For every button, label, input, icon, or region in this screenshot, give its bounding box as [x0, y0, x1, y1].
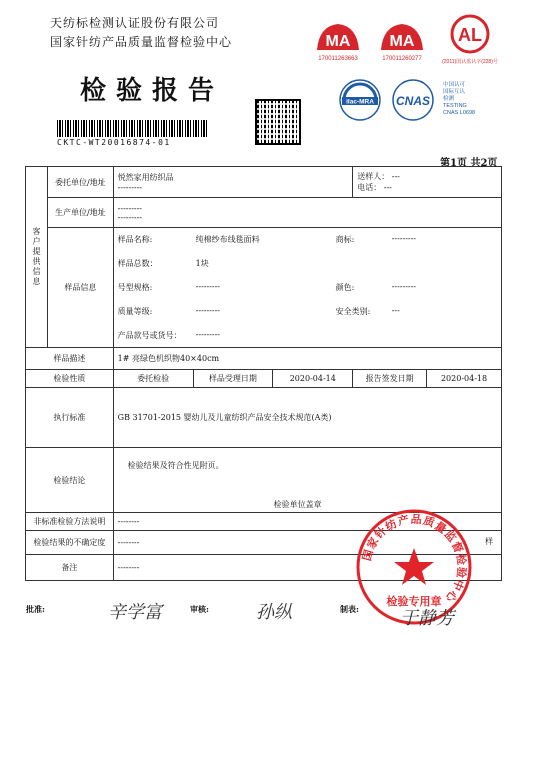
nonstandard-value: -------- [113, 513, 501, 531]
model-label: 号型规格: [117, 283, 153, 292]
cnas-side-line: 中国认可 [443, 82, 466, 88]
remark-label: 备注 [26, 555, 114, 581]
seal-label: 检验单位盖章 [273, 500, 322, 509]
cma-badge-1-text: MA [325, 33, 351, 50]
sample-name-value: 纯棉纱布线毯面料 [195, 235, 260, 244]
cma-badge-2-text: MA [389, 33, 415, 50]
sender-value: --- [391, 172, 400, 181]
sample-info-cell [113, 228, 501, 348]
cma-badge-2 [377, 20, 427, 64]
stamp-ring-text: 国家针纺产品质量监督检验中心 [360, 512, 469, 606]
ilac-mra-text: ilac-MRA [346, 98, 374, 106]
report-title: 检验报告 [80, 76, 225, 106]
client-section-label: 客户提供信息 [26, 167, 48, 348]
cnas-side-line: CNAS L0698 [443, 110, 476, 116]
product-no-label: 产品款号或货号： [117, 331, 182, 340]
cma-badge-1-id: 170011263663 [318, 56, 358, 62]
report-code: CKTC-WT20016874-01 [57, 138, 171, 147]
conclusion-label: 检验结论 [26, 448, 114, 513]
cnas-logo [385, 78, 441, 122]
cal-badge-id: (2011)国认监认字(228)号 [442, 59, 498, 65]
cal-badge-text: AL [458, 25, 482, 45]
consigner-label: 委托单位/地址 [47, 167, 113, 198]
producer-address: --------- [117, 212, 142, 222]
standard-label: 执行标准 [26, 388, 114, 448]
nonstandard-label: 非标准检验方法说明 [26, 513, 114, 531]
quality-grade-label: 质量等级: [117, 307, 153, 316]
stamp-side-text: 样 [485, 537, 493, 546]
company-name-line2: 国家针纺产品质量监督检验中心 [50, 35, 233, 49]
quality-grade-value: --------- [195, 306, 220, 315]
review-label: 审核: [190, 604, 209, 614]
cnas-side-line: 检测 [443, 96, 455, 102]
safety-value: --- [391, 306, 400, 315]
trademark-value: --------- [391, 234, 416, 243]
prepare-signature: 于静芳 [400, 608, 454, 629]
product-no-value: --------- [195, 330, 220, 339]
issue-date-label: 报告签发日期 [353, 370, 427, 388]
review-signature: 孙纵 [256, 602, 292, 623]
cnas-side-line: TESTING [443, 103, 467, 109]
cma-badge-1 [313, 20, 363, 64]
uncertainty-value: -------- [117, 538, 140, 547]
remark-value: -------- [113, 555, 501, 581]
approve-label: 批准: [26, 604, 45, 614]
sender-label: 送样人： [357, 172, 390, 181]
color-value: --------- [391, 282, 416, 291]
receive-date-label: 样品受理日期 [193, 370, 273, 388]
color-label: 颜色: [335, 283, 355, 292]
receive-date-value: 2020-04-14 [273, 370, 353, 388]
page-number: 第1页 共2页 [440, 158, 498, 169]
cal-badge [440, 14, 500, 64]
cnas-side-line: 国际互认 [443, 89, 466, 95]
producer-label: 生产单位/地址 [47, 198, 113, 228]
consigner-cell [113, 167, 353, 198]
producer-cell [113, 198, 501, 228]
stamp-center-text: 检验专用章 [386, 595, 442, 608]
producer-value: --------- [117, 203, 142, 213]
standard-value: GB 31701-2015 婴幼儿及儿童纺织产品安全技术规范(A类) [113, 388, 501, 448]
consigner-address: --------- [117, 183, 142, 192]
sample-info-label: 样品信息 [47, 228, 113, 348]
sender-cell [353, 167, 502, 198]
cnas-text: CNAS [395, 94, 431, 108]
sample-count-label: 样品总数： [117, 259, 158, 268]
company-name-line1: 天纺标检测认证股份有限公司 [50, 16, 220, 30]
phone-value: --- [383, 183, 392, 192]
sample-count-value: 1块 [195, 259, 209, 268]
sample-desc-label: 样品描述 [26, 348, 114, 370]
model-value: --------- [195, 282, 220, 291]
approve-signature: 辛学富 [108, 602, 162, 623]
stamp-star-icon [394, 548, 434, 585]
trademark-label: 商标: [335, 235, 355, 244]
prepare-label: 制表: [340, 604, 359, 614]
uncertainty-label: 检验结果的不确定度 [26, 531, 114, 555]
inspection-type-label: 检验性质 [26, 370, 114, 388]
consigner-value: 悦然家用纺织品 [117, 173, 174, 182]
sample-name-label: 样品名称: [117, 235, 153, 244]
inspection-type-value: 委托检验 [113, 370, 193, 388]
cma-badge-2-id: 170011260277 [382, 56, 422, 62]
conclusion-value: 检验结果及符合性见附页。 [127, 461, 224, 470]
cnas-side-text [443, 82, 475, 117]
qr-code [255, 99, 301, 145]
sample-desc-value: 1# 亮绿色机织物40×40cm [113, 348, 501, 370]
ilac-mra-logo [338, 78, 382, 122]
safety-label: 安全类别: [335, 307, 371, 316]
issue-date-value: 2020-04-18 [427, 370, 502, 388]
phone-label: 电话： [357, 183, 382, 192]
barcode [57, 120, 207, 137]
conclusion-cell [113, 448, 501, 513]
